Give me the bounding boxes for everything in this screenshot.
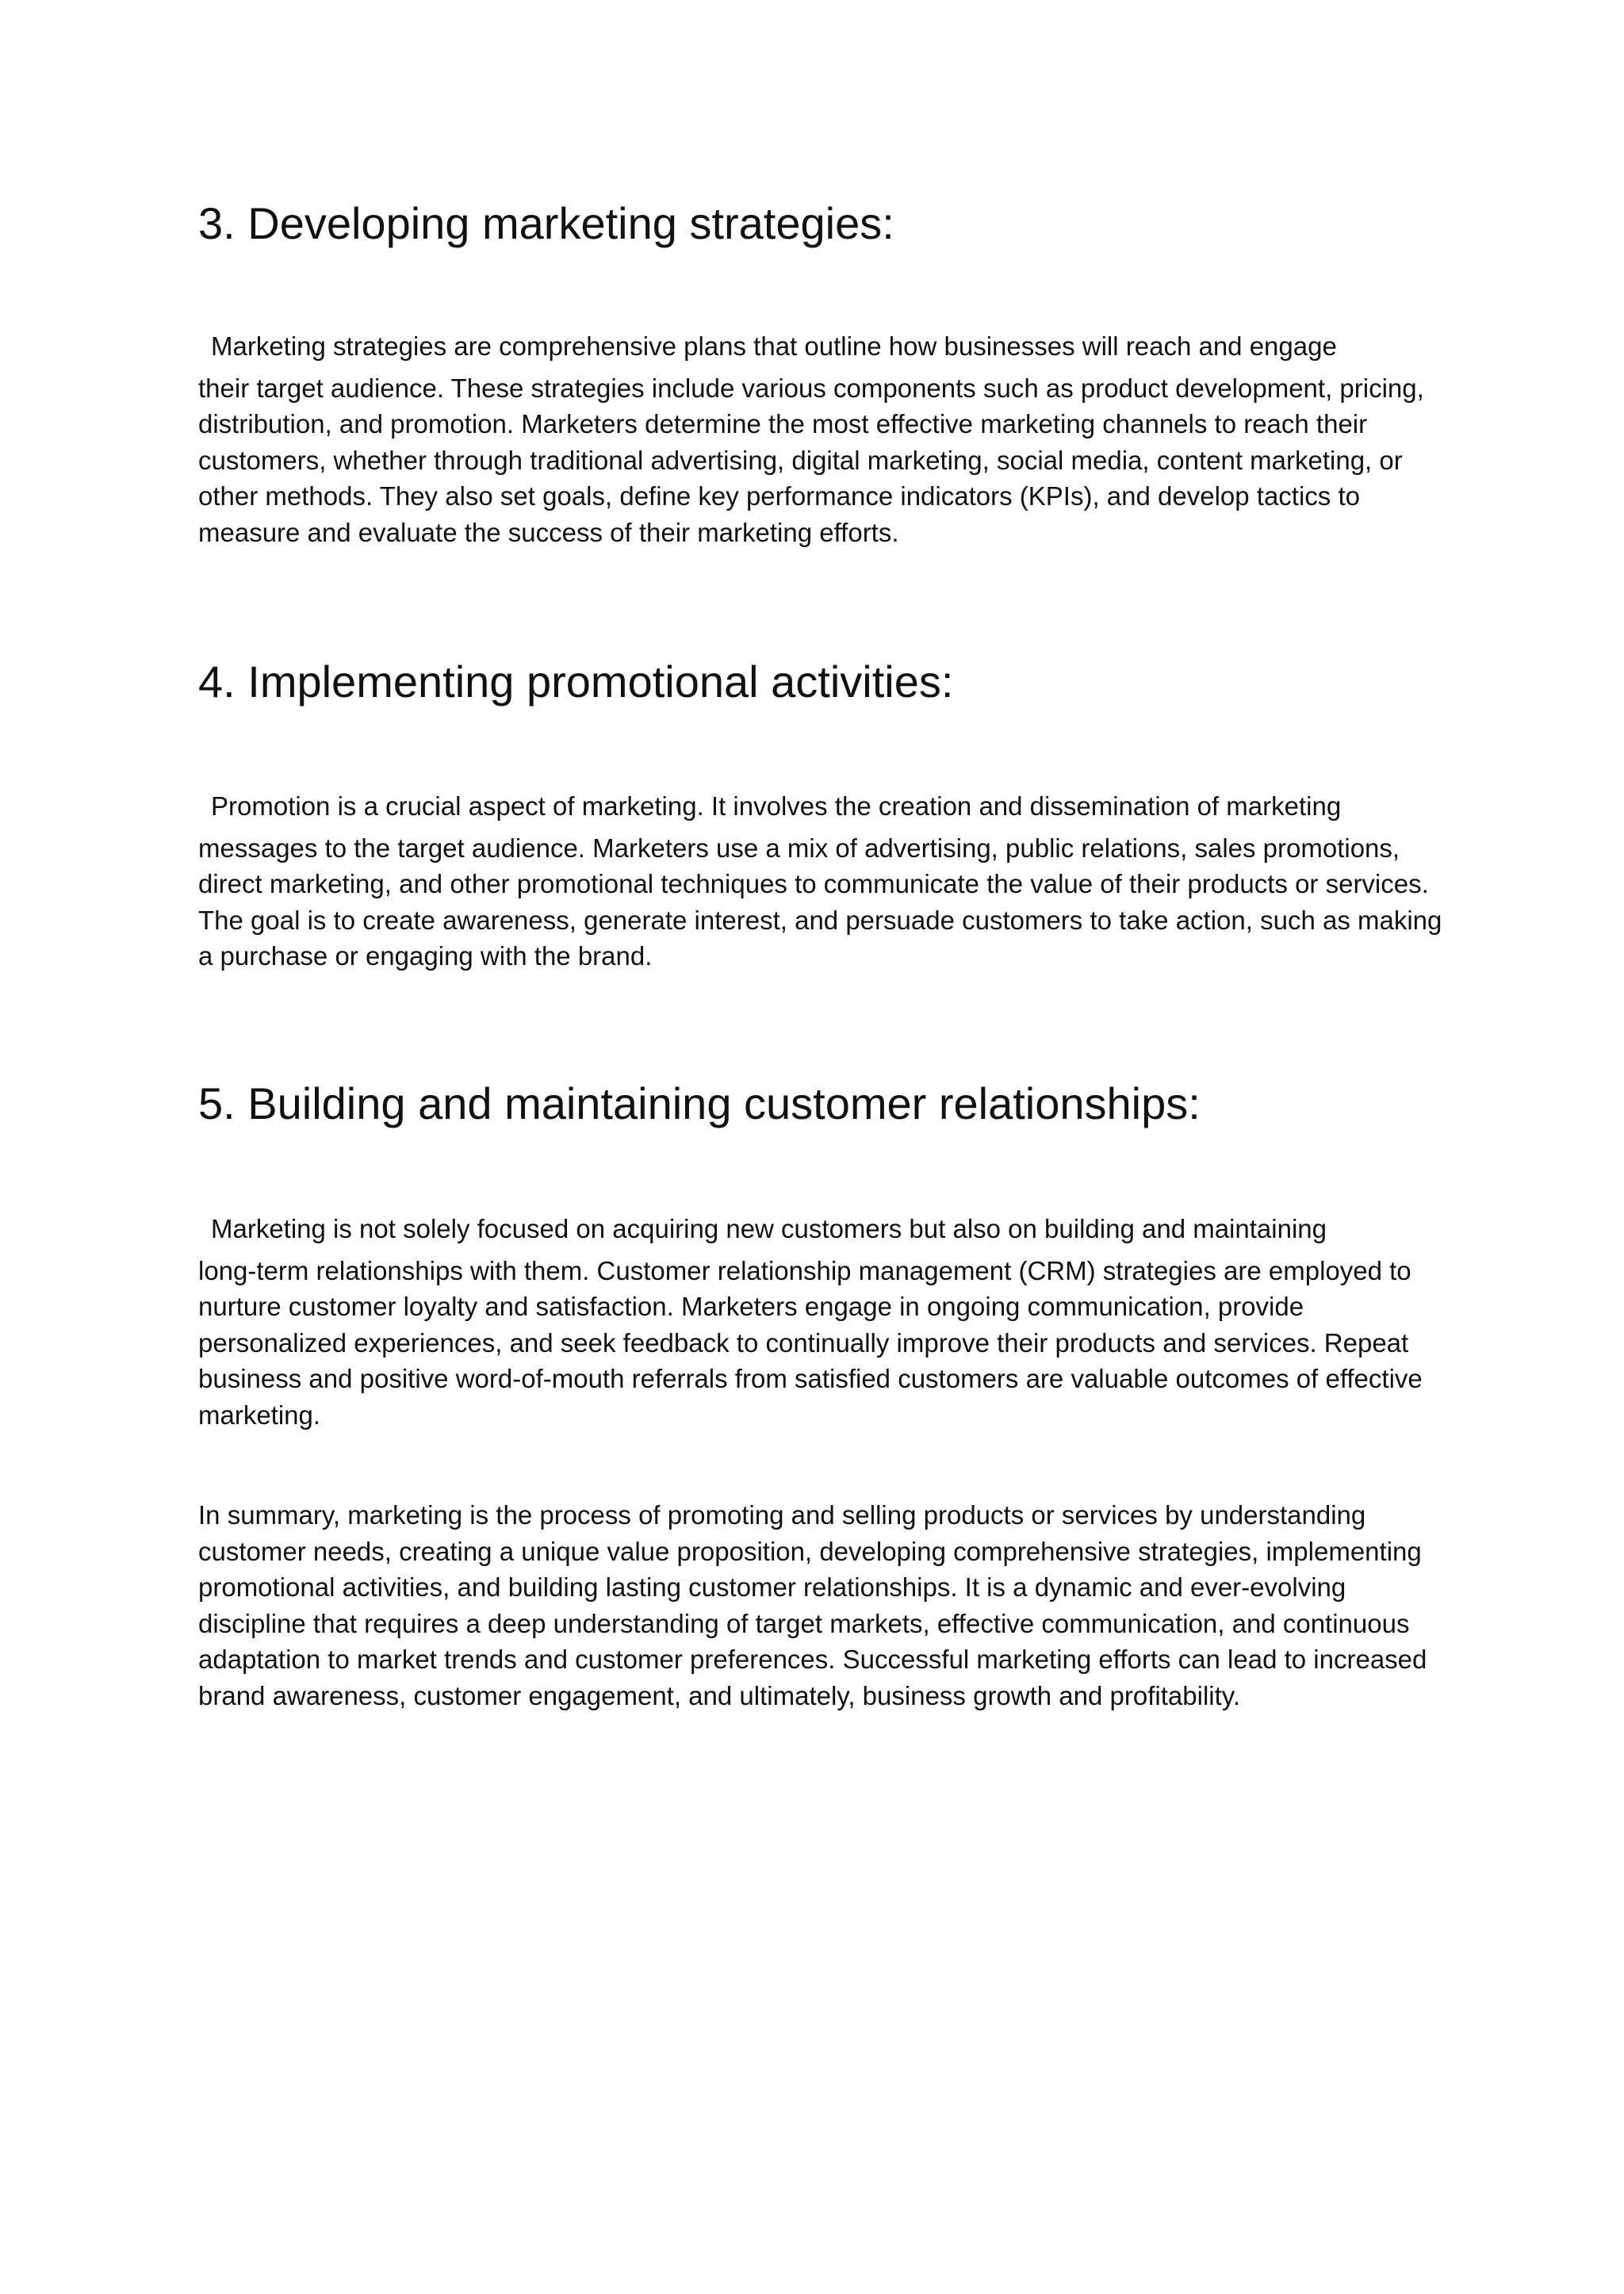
section-heading-developing-strategies: 3. Developing marketing strategies: xyxy=(198,198,894,248)
section-heading-promotional-activities: 4. Implementing promotional activities: xyxy=(198,657,954,707)
section-paragraph-developing-strategies xyxy=(198,328,1443,550)
summary-paragraph: In summary, marketing is the process of promoting and selling products or services by understanding customer needs, creating a unique value proposition, developing comprehensive strategies, implementing promotional activities, and building lasting customer relationships. It is a dynamic and ever-evolving discipline that requires a deep understanding of target markets, effective communication, and continuous adaptation to market trends and customer preferences. Successful marketing efforts can lead to increased brand awareness, customer engagement, and ultimately, business growth and profitability. xyxy=(198,1500,1427,1710)
section-paragraph-customer-relationships xyxy=(198,1211,1443,1433)
paragraph-body-text: long-term relationships with them. Customer relationship management (CRM) strategies are employed to nurture customer loyalty and satisfaction. Marketers engage in ongoing communication, provide personalized experiences, and seek feedback to continually improve their products and services. Repeat business and positive word-of-mouth referrals from satisfied customers are valuable outcomes of effective marketing. xyxy=(198,1255,1423,1430)
section-heading-customer-relationships: 5. Building and maintaining customer relationships: xyxy=(198,1078,1201,1128)
paragraph-first-line xyxy=(198,1211,1443,1247)
paragraph-body-text: messages to the target audience. Marketers use a mix of advertising, public relations, sales promotions, direct marketing, and other promotional techniques to communicate the value of their products or services. The goal is to create awareness, generate interest, and persuade customers to take action, such as making a purchase or engaging with the brand. xyxy=(198,833,1442,971)
paragraph-first-line xyxy=(198,788,1443,825)
paragraph-first-line-text: Marketing is not solely focused on acquiring new customers but also on building and maintaining xyxy=(211,1214,1327,1243)
paragraph-first-line-text: Promotion is a crucial aspect of marketing. It involves the creation and dissemination of marketing xyxy=(211,791,1342,821)
paragraph-body-text: their target audience. These strategies include various components such as product development, pricing, distribution, and promotion. Marketers determine the most effective marketing channels to reach their customers, whether through traditional advertising, digital marketing, social media, content marketing, or other methods. They also set goals, define key performance indicators (KPIs), and develop tactics to measure and evaluate the success of their marketing efforts. xyxy=(198,373,1424,547)
paragraph-first-line xyxy=(198,328,1443,365)
paragraph-first-line-text: Marketing strategies are comprehensive plans that outline how businesses will reach and engage xyxy=(211,331,1337,361)
section-paragraph-promotional-activities xyxy=(198,788,1443,975)
